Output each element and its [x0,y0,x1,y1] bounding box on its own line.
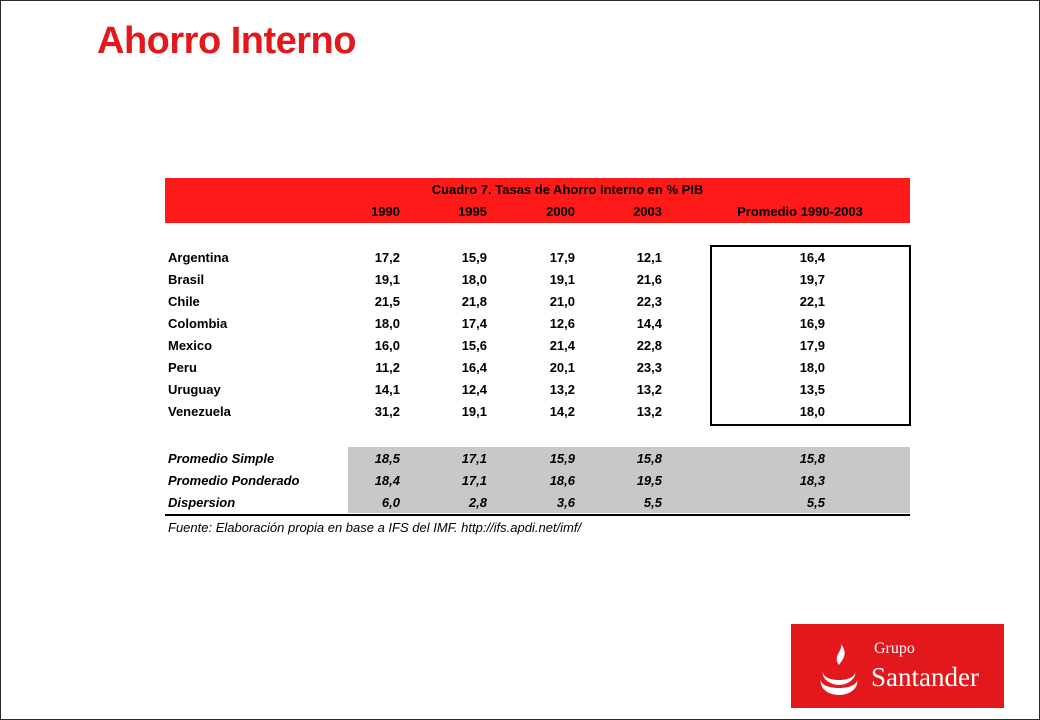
column-headers [165,201,910,223]
table-cell: 18,0 [799,360,825,375]
col-header-2003: 2003 [633,204,662,219]
table-cell: 12,4 [461,382,487,397]
table-cell: 12,1 [636,250,662,265]
table-cell: 21,4 [549,338,575,353]
table-cell: 14,2 [549,404,575,419]
table-cell: 18,4 [374,473,400,488]
table-cell: 16,0 [374,338,400,353]
row-label: Chile [168,294,200,309]
table-cell: 15,9 [549,451,575,466]
table-row [165,334,910,356]
row-label: Peru [168,360,197,375]
table-cell: 13,5 [799,382,825,397]
table-row [165,356,910,378]
table-cell: 15,8 [799,451,825,466]
summary-section [165,447,910,513]
table-cell: 19,1 [374,272,400,287]
table-cell: 19,1 [461,404,487,419]
table-cell: 22,1 [799,294,825,309]
table-cell: 13,2 [636,382,662,397]
table-cell: 6,0 [381,495,400,510]
table-cell: 21,8 [461,294,487,309]
table-cell: 17,9 [799,338,825,353]
table-row [165,246,910,268]
table-cell: 17,9 [549,250,575,265]
table-header [165,178,910,223]
row-label: Brasil [168,272,205,287]
table-cell: 16,4 [799,250,825,265]
table-cell: 18,0 [799,404,825,419]
table-cell: 17,2 [374,250,400,265]
table-cell: 18,3 [799,473,825,488]
table-bottom-rule [165,514,910,516]
row-label: Uruguay [168,382,221,397]
table-cell: 31,2 [374,404,400,419]
table-cell: 16,4 [461,360,487,375]
table-cell: 22,8 [636,338,662,353]
slide-title: Ahorro Interno [97,20,356,62]
table-row [165,312,910,334]
table-cell: 13,2 [636,404,662,419]
col-header-1990: 1990 [371,204,400,219]
col-header-1995: 1995 [458,204,487,219]
table-cell: 17,1 [461,451,487,466]
table-cell: 18,0 [374,316,400,331]
col-header-average: Promedio 1990-2003 [737,204,863,219]
table-cell: 14,4 [636,316,662,331]
table-row [165,400,910,422]
country-rows [165,246,910,422]
table-cell: 15,9 [461,250,487,265]
table-cell: 15,6 [461,338,487,353]
table-cell: 21,0 [549,294,575,309]
table-cell: 5,5 [643,495,662,510]
table-caption: Cuadro 7. Tasas de Ahorro Interno en % PIB [431,182,704,197]
table-row [165,268,910,290]
row-label: Argentina [168,250,229,265]
table-cell: 15,8 [636,451,662,466]
table-cell: 17,4 [461,316,487,331]
logo-line-santander: Santander [871,662,979,692]
row-label: Mexico [168,338,213,353]
row-label: Promedio Simple [168,451,275,466]
flame-icon [817,639,861,697]
row-label: Venezuela [168,404,231,419]
table-cell: 18,5 [374,451,400,466]
summary-row [165,491,910,513]
table-cell: 22,3 [636,294,662,309]
table-cell: 13,2 [549,382,575,397]
table-cell: 23,3 [636,360,662,375]
source-note: Fuente: Elaboración propia en base a IFS del IMF. http://ifs.apdi.net/imf/ [168,520,582,535]
summary-row [165,447,910,469]
table-cell: 17,1 [461,473,487,488]
table-cell: 18,0 [461,272,487,287]
table-cell: 14,1 [374,382,400,397]
table-cell: 19,1 [549,272,575,287]
table-cell: 16,9 [799,316,825,331]
table-cell: 19,7 [799,272,825,287]
table-cell: 18,6 [549,473,575,488]
santander-logo [791,624,1004,708]
table-cell: 20,1 [549,360,575,375]
table-cell: 12,6 [549,316,575,331]
table-cell: 21,6 [636,272,662,287]
logo-line-grupo: Grupo [874,640,915,657]
savings-table [165,178,910,535]
table-cell: 21,5 [374,294,400,309]
table-cell: 3,6 [556,495,575,510]
table-cell: 11,2 [375,360,400,375]
col-header-2000: 2000 [546,204,575,219]
row-label: Promedio Ponderado [168,473,300,488]
table-cell: 5,5 [806,495,825,510]
row-label: Dispersion [168,495,236,510]
table-cell: 19,5 [636,473,662,488]
table-row [165,378,910,400]
row-label: Colombia [168,316,228,331]
table-cell: 2,8 [468,495,487,510]
summary-row [165,469,910,491]
table-row [165,290,910,312]
